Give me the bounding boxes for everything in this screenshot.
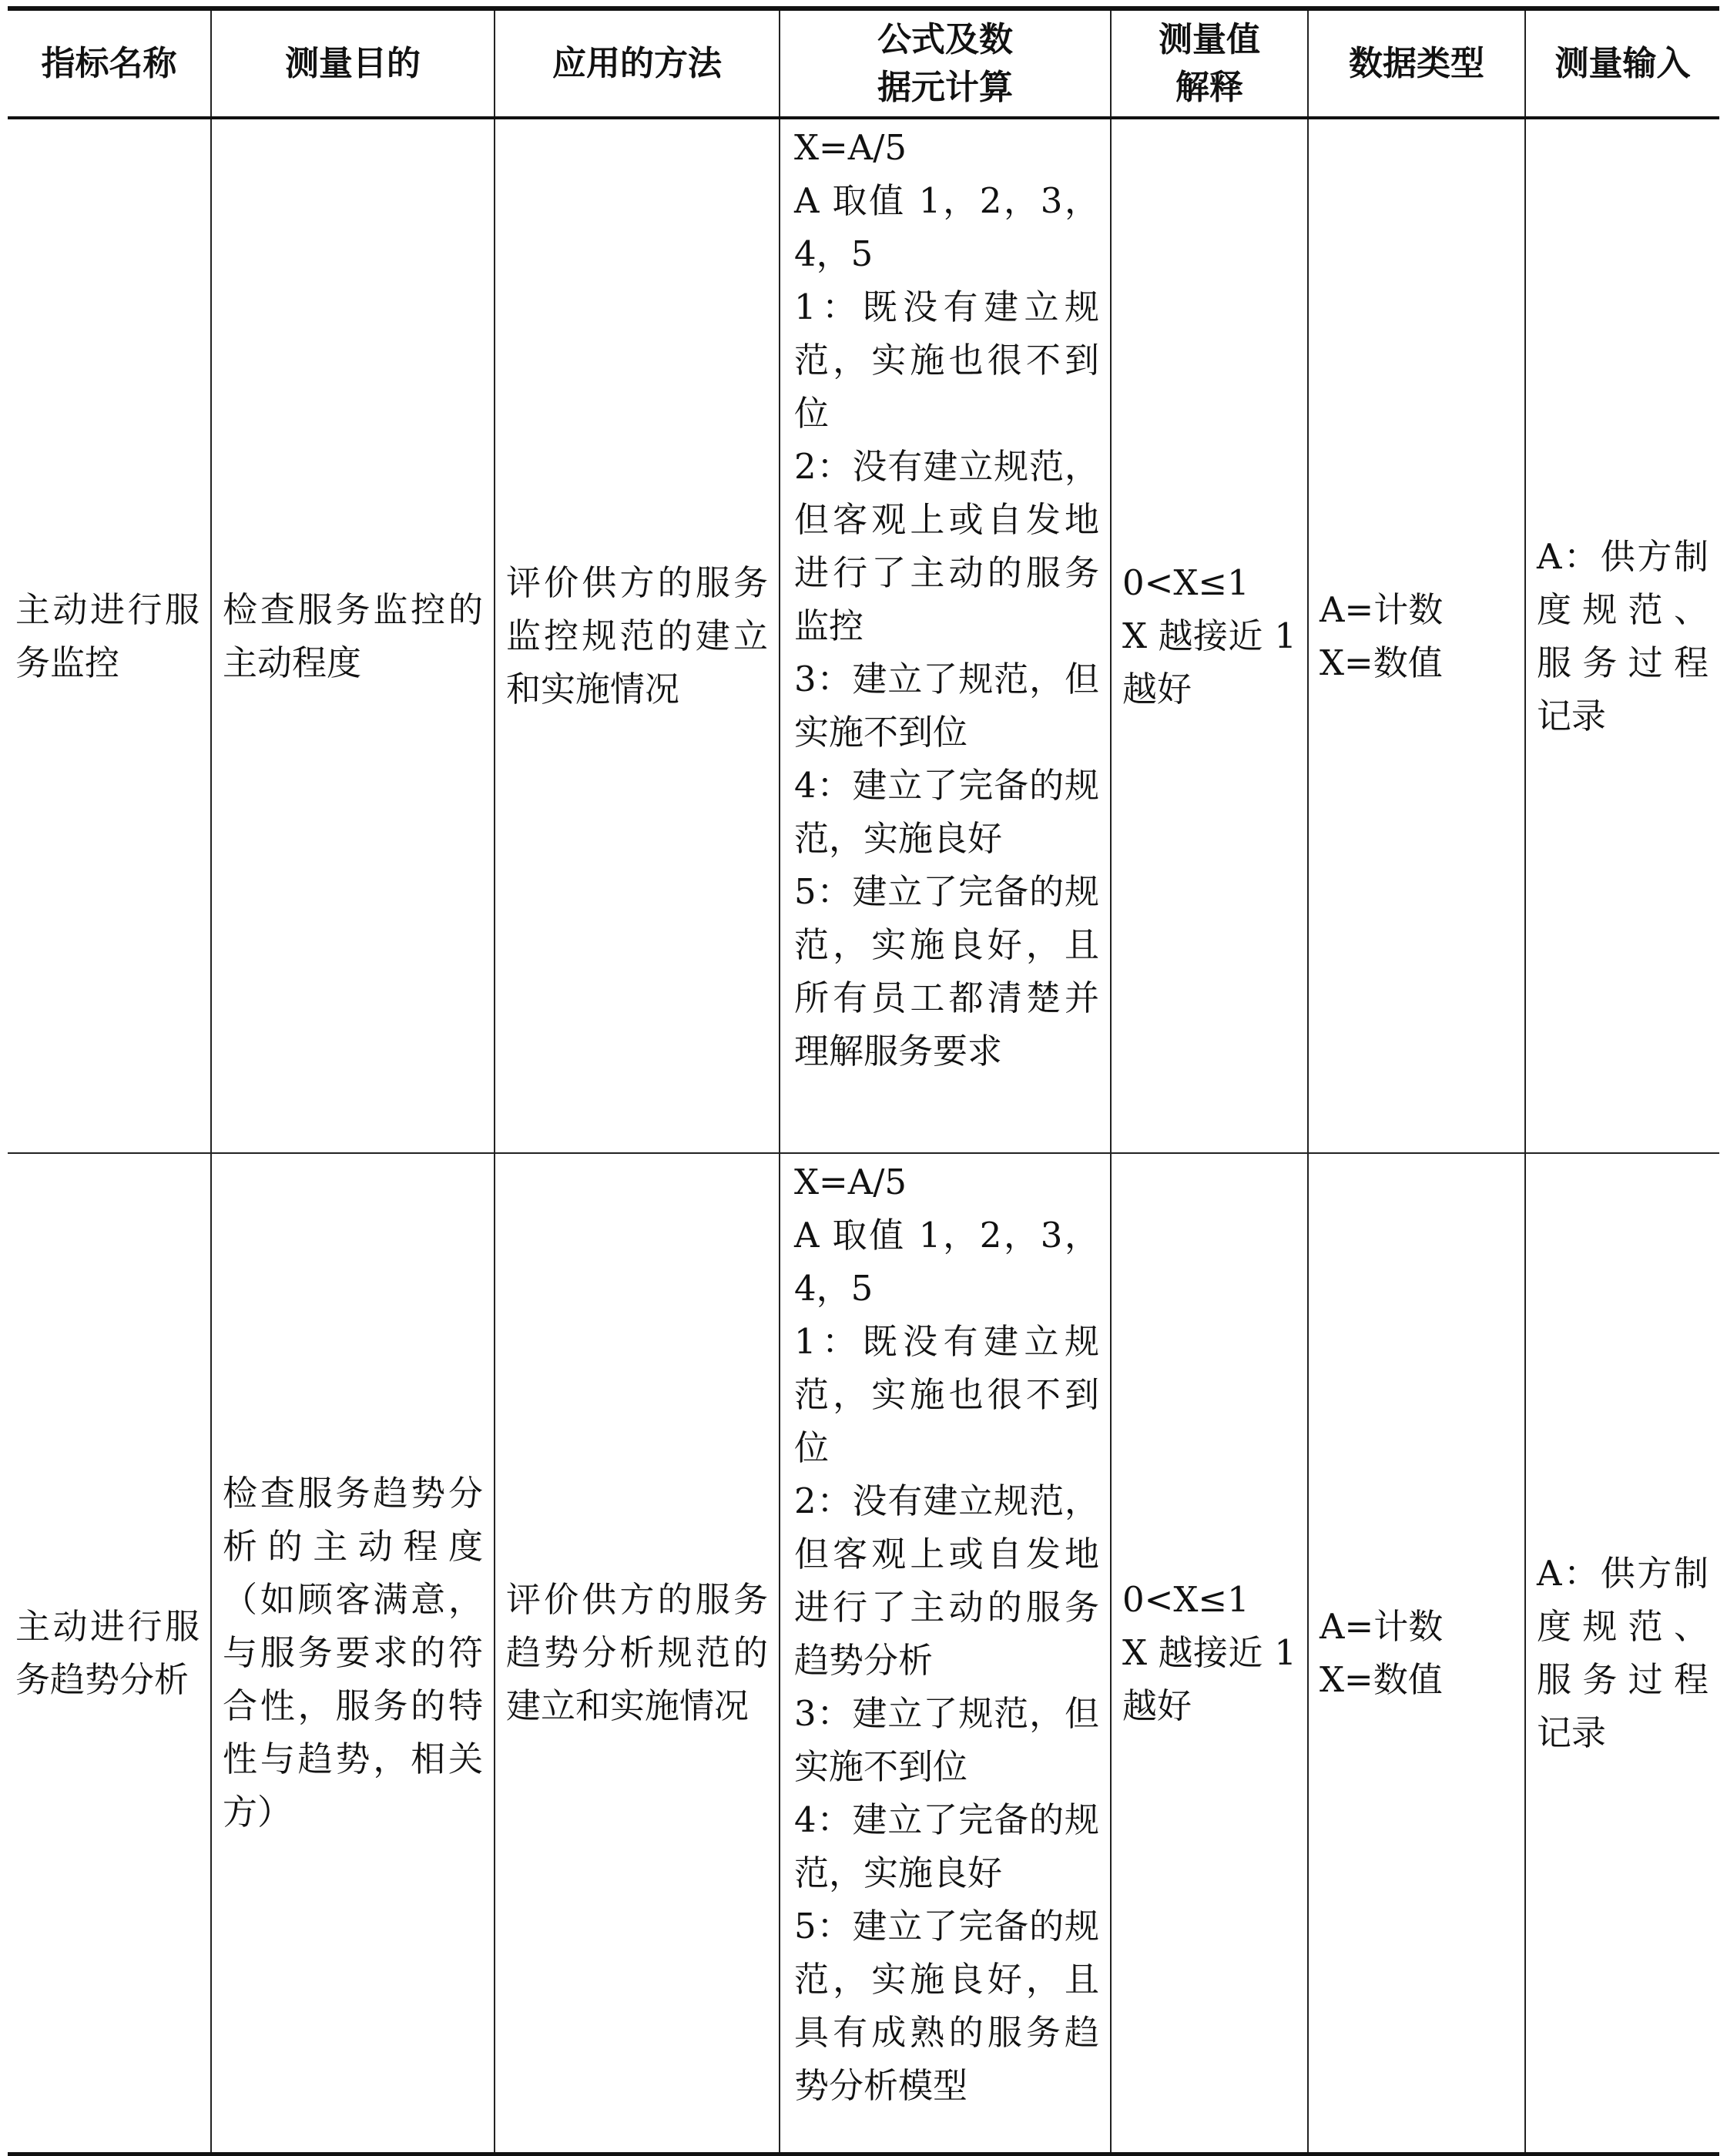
input-cell: A：供方制度规范、服务过程记录 <box>1525 118 1719 1153</box>
metrics-table <box>8 6 1719 2156</box>
formula-line: 1：既没有建立规范，实施也很不到位 <box>794 287 1099 434</box>
method-cell: 评价供方的服务趋势分析规范的建立和实施情况 <box>495 1153 780 2154</box>
page <box>8 6 1719 2156</box>
formula-line: 5：建立了完备的规范，实施良好，且具有成熟的服务趋势分析模型 <box>794 1906 1099 2106</box>
formula-line: 3：建立了规范，但实施不到位 <box>794 659 1099 753</box>
method-cell: 评价供方的服务监控规范的建立和实施情况 <box>495 118 780 1153</box>
header-input: 测量输入 <box>1525 8 1719 118</box>
header-method: 应用的方法 <box>495 8 780 118</box>
interpretation-cell: 0<X≤1 X 越接近 1 越好 <box>1111 1153 1308 2154</box>
table-row <box>8 1153 1719 2154</box>
data-type-cell: A=计数 X=数值 <box>1308 118 1525 1153</box>
formula-line: X=A/5 <box>794 1162 907 1202</box>
purpose-cell: 检查服务趋势分析的主动程度（如顾客满意，与服务要求的符合性，服务的特性与趋势，相关方） <box>211 1153 495 2154</box>
formula-line: 5：建立了完备的规范，实施良好，且所有员工都清楚并理解服务要求 <box>794 871 1099 1071</box>
metric-name-cell: 主动进行服务趋势分析 <box>8 1153 211 2154</box>
metric-name-cell: 主动进行服务监控 <box>8 118 211 1153</box>
header-interpretation: 测量值 解释 <box>1111 8 1308 118</box>
formula-line: A 取值 1，2，3，4，5 <box>794 180 1099 274</box>
formula-line: X=A/5 <box>794 127 907 168</box>
header-formula: 公式及数 据元计算 <box>780 8 1111 118</box>
purpose-cell: 检查服务监控的主动程度 <box>211 118 495 1153</box>
header-purpose: 测量目的 <box>211 8 495 118</box>
header-metric-name: 指标名称 <box>8 8 211 118</box>
formula-line: 2：没有建立规范，但客观上或自发地进行了主动的服务监控 <box>794 446 1099 646</box>
data-type-cell: A=计数 X=数值 <box>1308 1153 1525 2154</box>
input-cell: A：供方制度规范、服务过程记录 <box>1525 1153 1719 2154</box>
formula-cell <box>780 118 1111 1153</box>
formula-line: 2：没有建立规范，但客观上或自发地进行了主动的服务趋势分析 <box>794 1480 1099 1681</box>
formula-line: 3：建立了规范，但实施不到位 <box>794 1693 1099 1787</box>
header-row <box>8 8 1719 118</box>
formula-line: A 取值 1，2，3，4，5 <box>794 1215 1099 1309</box>
table-row <box>8 118 1719 1153</box>
header-data-type: 数据类型 <box>1308 8 1525 118</box>
formula-cell <box>780 1153 1111 2154</box>
formula-line: 1：既没有建立规范，实施也很不到位 <box>794 1321 1099 1468</box>
formula-line: 4：建立了完备的规范，实施良好 <box>794 765 1099 859</box>
formula-line: 4：建立了完备的规范，实施良好 <box>794 1799 1099 1893</box>
interpretation-cell: 0<X≤1 X 越接近 1 越好 <box>1111 118 1308 1153</box>
